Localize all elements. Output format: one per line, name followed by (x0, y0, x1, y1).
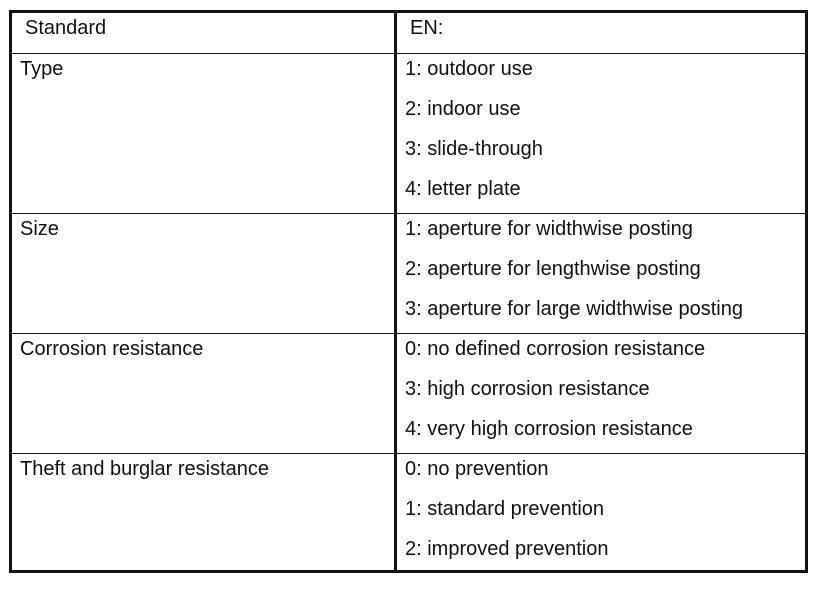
value-item: 3: slide-through (405, 138, 543, 160)
value-item: 1: standard prevention (405, 498, 605, 520)
header-standard-label: Standard (25, 17, 107, 39)
value-item: 0: no defined corrosion resistance (405, 338, 706, 360)
property-cell (20, 214, 390, 254)
value-item: 2: indoor use (405, 98, 521, 120)
values-cell (405, 214, 805, 334)
property-label-type: Type (20, 58, 64, 80)
value-item: 3: high corrosion resistance (405, 378, 650, 400)
standards-table (9, 10, 808, 573)
property-cell (20, 334, 390, 374)
header-en-label: EN: (410, 17, 444, 39)
value-item: 4: very high corrosion resistance (405, 418, 693, 440)
value-item: 1: aperture for widthwise posting (405, 218, 693, 240)
table-header-row (12, 13, 805, 53)
value-item: 4: letter plate (405, 178, 521, 200)
property-cell (20, 54, 390, 94)
value-item: 2: improved prevention (405, 538, 609, 560)
header-cell-standard (25, 13, 395, 53)
property-cell (20, 454, 390, 494)
property-label-corrosion: Corrosion resistance (20, 338, 204, 360)
value-item: 1: outdoor use (405, 58, 533, 80)
values-cell (405, 334, 805, 454)
table-row-theft (12, 453, 805, 570)
table-row-corrosion (12, 333, 805, 453)
value-item: 2: aperture for lengthwise posting (405, 258, 701, 280)
values-cell (405, 454, 805, 574)
values-cell (405, 54, 805, 214)
table-row-type (12, 53, 805, 213)
value-item: 3: aperture for large widthwise posting (405, 298, 743, 320)
value-item: 0: no prevention (405, 458, 549, 480)
header-cell-en (410, 13, 810, 53)
table-row-size (12, 213, 805, 333)
property-label-theft: Theft and burglar resistance (20, 458, 270, 480)
property-label-size: Size (20, 218, 59, 240)
